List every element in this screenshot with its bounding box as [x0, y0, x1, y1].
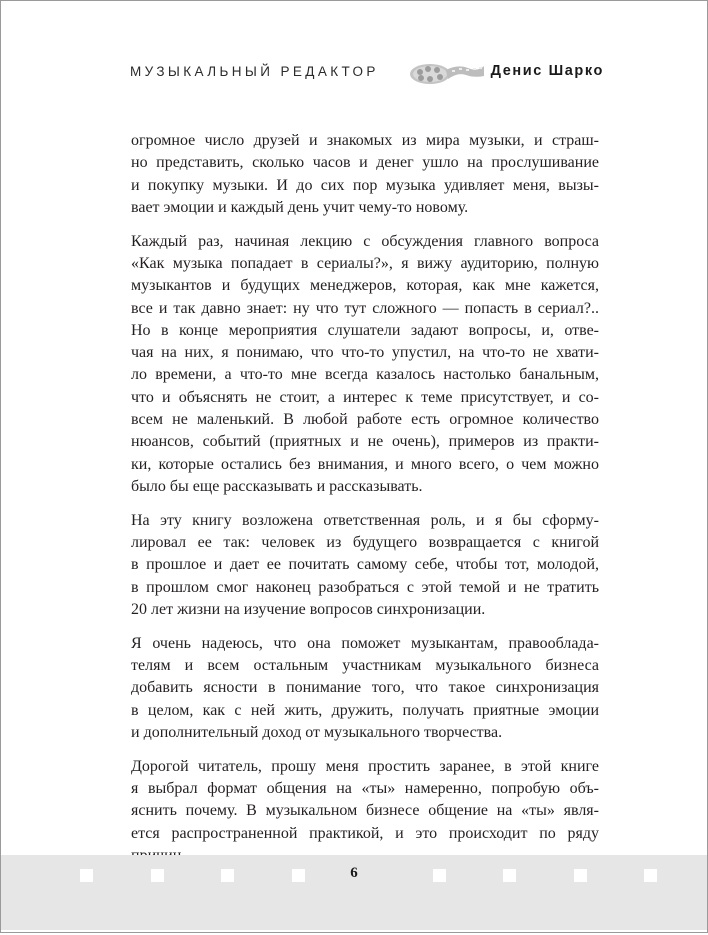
text-line: телям и всем остальным участникам музыкального бизнеса: [131, 657, 599, 675]
text-line: огромное число друзей и знакомых из мира музыки, и страш-: [131, 132, 599, 149]
paragraph: [131, 633, 599, 744]
text-line: ки, которые остались без внимания, и много всего, о чем можно: [131, 455, 599, 473]
text-line: было бы еще рассказывать и рассказывать.: [131, 477, 423, 495]
text-line: и покупку музыки. И до сих пор музыка удивляет меня, вызы-: [131, 176, 599, 194]
text-line: ло времени, а что-то мне всегда казалось настолько банальным,: [131, 366, 599, 384]
text-line: все и так давно знает: ну что тут сложного — попасть в сериал?..: [131, 299, 599, 317]
text-line: я выбрал формат общения на «ты» намеренно, попробую объ-: [131, 780, 599, 798]
film-reel-icon: [406, 58, 486, 86]
text-line: чая на них, я понимаю, что что-то упустил, на что-то не хвати-: [131, 344, 599, 362]
text-line: Каждый раз, начиная лекцию с обсуждения главного вопроса: [131, 232, 599, 250]
footer-square: [433, 869, 446, 882]
text-line: добавить ясности в понимание того, что такое синхронизация: [131, 679, 599, 697]
author-name: Денис Шарко: [490, 63, 604, 79]
text-line: в целом, как с ней жить, дружить, получать приятные эмоции: [131, 701, 599, 719]
footer-square: [221, 869, 234, 882]
footer-square: [644, 869, 657, 882]
footer-square: [80, 869, 93, 882]
book-title: МУЗЫКАЛЬНЫЙ РЕДАКТОР: [130, 64, 379, 79]
text-line: в прошлом смог наконец разобраться с этой темой и не тратить: [131, 578, 599, 596]
footer-square: [574, 869, 587, 882]
text-line: лировал ее так: человек из будущего возвращается с книгой: [131, 534, 599, 552]
paragraph: [131, 756, 599, 867]
text-line: Я очень надеюсь, что она поможет музыкантам, правооблада-: [131, 634, 599, 652]
page-number: 6: [350, 865, 358, 881]
text-line: и дополнительный доход от музыкального творчества.: [131, 723, 503, 741]
footer-square: [292, 869, 305, 882]
footer-square: [151, 869, 164, 882]
text-line: Но в конце мероприятия слушатели задают вопросы, и, отве-: [131, 321, 599, 339]
text-line: в прошлое и дает ее почитать самому себе, чтобы тот, молодой,: [131, 556, 599, 574]
text-line: «Как музыка попадает в сериалы?», я вижу аудиторию, полную: [131, 254, 599, 272]
footer-bar: [1, 855, 707, 930]
text-line: На эту книгу возложена ответственная роль, и я бы сформу-: [131, 511, 599, 529]
text-line: яснить почему. В музыкальном бизнесе общение на «ты» явля-: [131, 802, 599, 820]
paragraph: [131, 231, 599, 499]
text-line: 20 лет жизни на изучение вопросов синхронизации.: [131, 600, 486, 618]
text-line: всем не маленький. В любой работе есть огромное количество: [131, 411, 599, 429]
footer-square: [503, 869, 516, 882]
text-line: ется распространенной практикой, и это происходит по ряду: [131, 824, 599, 842]
running-header: [130, 62, 604, 86]
text-line: но представить, сколько часов и денег ушло на прослушивание: [131, 154, 599, 172]
body-text: [131, 130, 599, 935]
text-line: что и объяснять не стоит, а интерес к теме присутствует, и со-: [131, 388, 599, 406]
text-line: Дорогой читатель, прошу меня простить заранее, в этой книге: [131, 757, 599, 775]
paragraph: [131, 130, 599, 219]
text-line: вает эмоции и каждый день учит чему-то новому.: [131, 198, 469, 216]
paragraph: [131, 510, 599, 621]
text-line: музыкантов и будущих менеджеров, которая, как мне кажется,: [131, 277, 599, 295]
text-line: нюансов, событий (приятных и не очень), примеров из практи-: [131, 433, 599, 451]
